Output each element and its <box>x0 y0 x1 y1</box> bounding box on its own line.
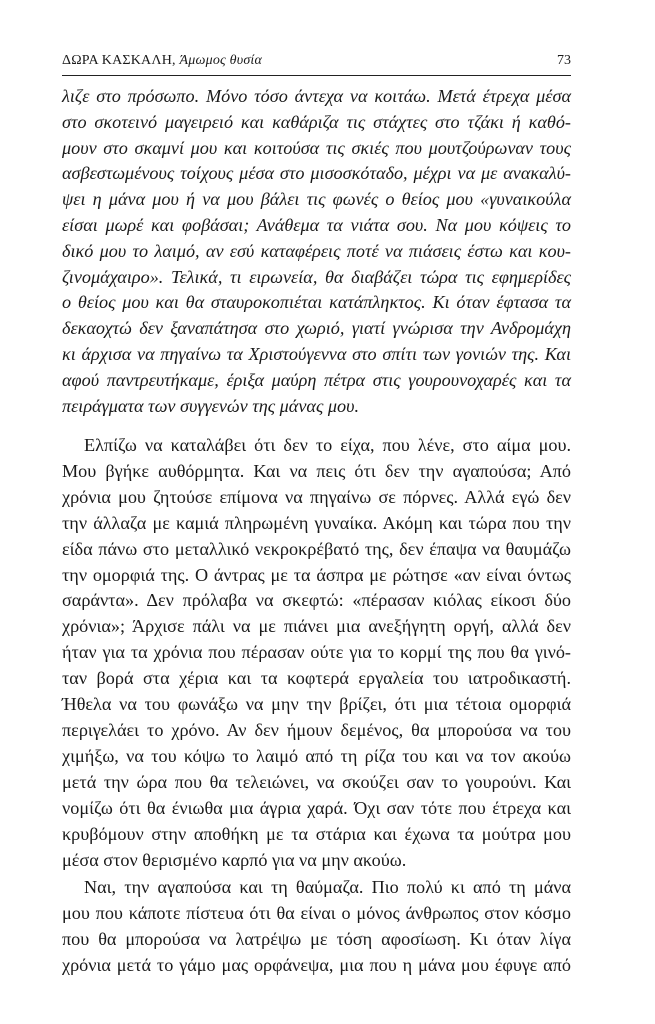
text-line: είδα πάνω στο μεταλλικό νεκροκρέβατό της, δεν έπαψα να θαυμάζω <box>62 538 571 559</box>
running-header <box>62 48 571 76</box>
text-line: ήταν για τα χρόνια που πέρασαν ούτε για το κορμί της που θα γινό- <box>62 642 571 663</box>
text-line: την άλλαζα με καμιά πληρωμένη γυναίκα. Ακόμη και τώρα που την <box>62 512 571 533</box>
page-number: 73 <box>557 53 571 68</box>
text-line: Ελπίζω να καταλάβει ότι δεν το είχα, που λένε, στο αίμα μου. <box>84 435 571 455</box>
running-head-text <box>62 52 262 69</box>
text-line: δεκαοχτώ δεν ξαναπάτησα στο χωριό, γιατί γνώρισα την Ανδρομάχη <box>62 318 571 339</box>
text-line: κι άρχισα να πηγαίνω τα Χριστούγεννα στο σπίτι των γονιών της. Και <box>62 343 571 364</box>
author-name: ΔΩΡΑ ΚΑΣΚΑΛΗ, <box>62 53 176 68</box>
italic-passage <box>62 84 571 419</box>
text-line: χρόνια»; Άρχισε πάλι να με πιάνει μια ανεξήγητη οργή, αλλά δεν <box>62 616 571 637</box>
text-line: μου που κάποτε πίστευα ότι θα είναι ο μόνος άνθρωπος στον κόσμο <box>62 903 571 924</box>
text-line: μετά την ώρα που θα τελειώνει, να σκούζει σαν το γουρούνι. Και <box>62 771 571 792</box>
text-line: είσαι μωρέ και φοβάσαι; Ανάθεμα τα νιάτα σου. Να μου κόψεις το <box>62 214 571 235</box>
text-line: ασβεστωμένους τοίχους μέσα στο μισοσκόταδο, μέχρι να με ανακαλύ- <box>62 163 571 184</box>
text-line: χρόνια μου ζητούσε επίμονα να πηγαίνω σε πόρνες. Αλλά εγώ δεν <box>62 486 571 507</box>
paragraph-1 <box>62 433 571 873</box>
text-line: νομίζω ότι θα ένιωθα μια άγρια χαρά. Όχι σαν τότε που έτρεχα και <box>62 797 571 818</box>
text-line: Ναι, την αγαπούσα και τη θαύμαζα. Πιο πολύ κι από τη μάνα <box>84 877 571 898</box>
text-line: περιγελάει το χρόνο. Αν δεν ήμουν δεμένος, θα μπορούσα να του <box>62 719 571 740</box>
text-line: ταν βορά στα χέρια και τα κοφτερά εργαλεία του ιατροδικαστή. <box>62 668 571 689</box>
paragraph-2 <box>62 875 571 979</box>
text-line: πειράγματα των συγγενών της μάνας μου. <box>62 395 360 416</box>
text-line: που θα μπορούσα να λατρέψω με τόση αφοσίωση. Κι όταν λίγα <box>62 929 571 950</box>
text-line: στο σκοτεινό μαγειρειό και καθάριζα τις στάχτες στο τζάκι ή καθό- <box>62 111 571 132</box>
text-line: δικό μου το λαιμό, αν εσύ καταφέρεις ποτέ να πιάσεις έστω και κου- <box>62 240 571 261</box>
text-line: μέσα στον θερισμένο καρπό για να μην ακούω. <box>62 849 407 870</box>
text-line: μουν στο σκαμνί μου και κοιτούσα τις σκιές που μουτζούρωναν τους <box>62 137 571 158</box>
text-line: κρυβόμουν στην αποθήκη με τα στάρια και έχωνα τα μούτρα μου <box>62 823 571 844</box>
text-line: χιμήξω, να του κόψω το λαιμό από τη ρίζα του και να τον ακούω <box>62 745 571 766</box>
text-line: την ομορφιά της. Ο άντρας με τα άσπρα με ρώτησε «αν είναι όντως <box>62 564 571 585</box>
text-line: λιζε στο πρόσωπο. Μόνο τόσο άντεχα να κοιτάω. Μετά έτρεχα μέσα <box>62 86 571 106</box>
text-line: ψει η μάνα μου ή να μου βάλει τις φωνές ο θείος μου «γυναικούλα <box>62 189 571 210</box>
book-title: Άμωμος θυσία <box>179 53 263 68</box>
body-text <box>62 433 571 979</box>
text-line: χρόνια μετά το γάμο μας ορφάνεψα, μια που η μάνα μου έφυγε από <box>62 955 571 976</box>
text-line: ο θείος μου και θα σταυροκοπιέται κατάπληκτος. Κι όταν έφτασα τα <box>62 292 571 313</box>
text-line: Ήθελα να του φωνάξω να μην την βρίζει, ότι μια τέτοια ομορφιά <box>62 694 571 715</box>
text-line: σαράντα». Δεν πρόλαβα να σκεφτώ: «πέρασαν κιόλας είκοσι δύο <box>62 590 571 611</box>
text-line: ζινομάχαιρο». Τελικά, τι ειρωνεία, θα διαβάζει τώρα τις εφημερίδες <box>62 266 571 287</box>
text-line: αφού παντρευτήκαμε, έριξα μαύρη πέτρα στις γουρουνοχαρές και τα <box>62 369 571 390</box>
text-line: Μου βγήκε αυθόρμητα. Και να πεις ότι δεν την αγαπούσα; Από <box>62 460 571 481</box>
